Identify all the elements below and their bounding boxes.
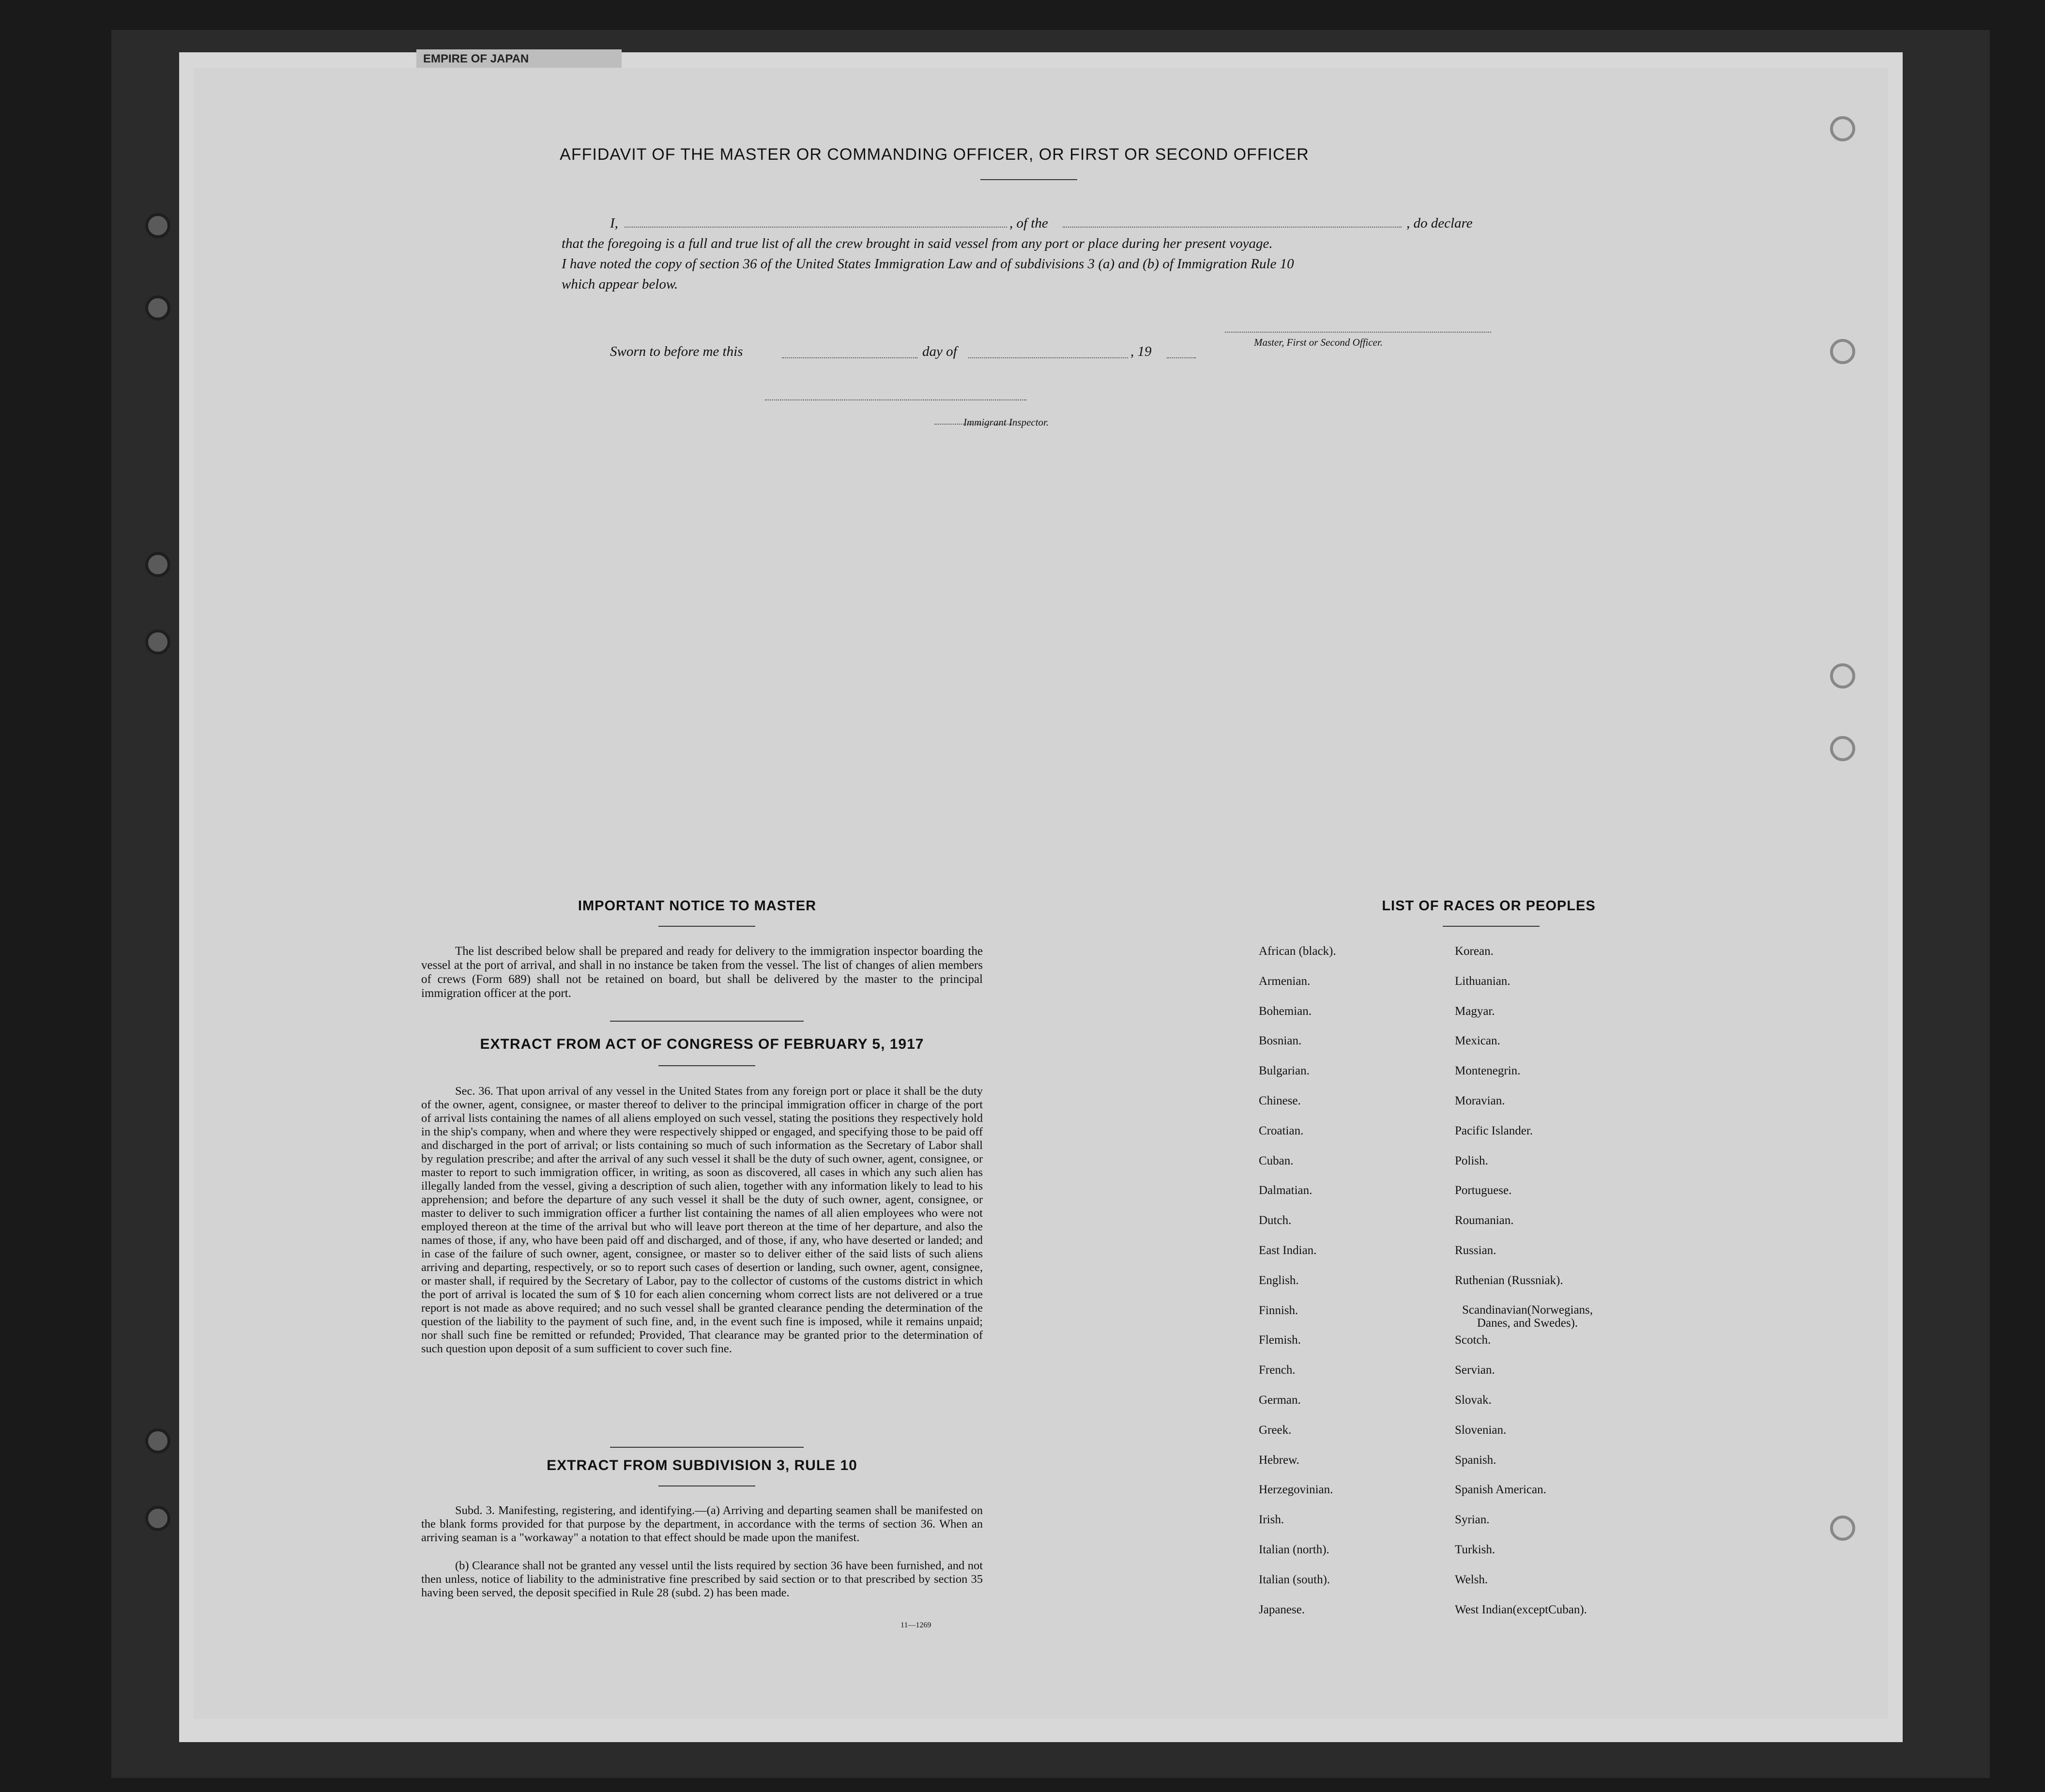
of-the-label: , of the	[1009, 215, 1048, 231]
race-item: Turkish.	[1455, 1543, 1496, 1556]
i-label: I,	[610, 215, 618, 231]
race-item: Korean.	[1455, 945, 1494, 958]
affidavit-line-3: which appear below.	[562, 276, 678, 292]
act-title: EXTRACT FROM ACT OF CONGRESS OF FEBRUARY 5, 1917	[480, 1036, 924, 1052]
sworn-label: Sworn to before me this	[610, 344, 743, 359]
race-item: Slovenian.	[1455, 1423, 1507, 1437]
name-blank[interactable]	[625, 227, 1007, 228]
sworn-month-blank[interactable]	[968, 357, 1128, 358]
race-item: African (black).	[1259, 945, 1336, 958]
race-item: Dalmatian.	[1259, 1184, 1312, 1197]
race-item: Syrian.	[1455, 1513, 1490, 1527]
races-title: LIST OF RACES OR PEOPLES	[1382, 898, 1596, 914]
year-label: , 19	[1130, 344, 1152, 359]
inspector-signature-label: Immigrant Inspector.	[963, 416, 1049, 428]
race-item: Irish.	[1259, 1513, 1284, 1527]
separator	[610, 1021, 804, 1022]
race-item: Roumanian.	[1455, 1214, 1514, 1227]
race-item: West Indian(exceptCuban).	[1455, 1603, 1587, 1616]
affidavit-body	[562, 213, 1496, 294]
race-item: Portuguese.	[1455, 1184, 1512, 1197]
race-item: Bohemian.	[1259, 1004, 1312, 1018]
race-item: English.	[1259, 1273, 1299, 1287]
rule-text-b: (b) Clearance shall not be granted any vessel until the lists required by section 36 have been furnished, and not then unless, notice of liability to the administrative fine prescribed by said section or to that prescribed by section 35 having been served, the deposit specified in Rule 28 (subd. 2) has been made.	[421, 1559, 983, 1599]
binder-hole	[145, 213, 170, 238]
race-item: Armenian.	[1259, 974, 1311, 988]
race-item: Lithuanian.	[1455, 974, 1511, 988]
affidavit-line-2: I have noted the copy of section 36 of the United States Immigration Law and of subdivisions 3 (a) and (b) of Immigration Rule 10	[562, 256, 1294, 272]
act-text: Sec. 36. That upon arrival of any vessel in the United States from any foreign port or place it shall be the duty of the owner, agent, consignee, or master thereof to deliver to the principal immigration officer in charge of the port of arrival lists containing the names of all aliens employed on such vessel, stating the positions they respectively hold in the ship's company, when and where they were respectively shipped or engaged, and specifying those to be paid off and discharged in the port of arrival; or lists containing so much of such information as the Secretary of Labor shall by regulation prescribe; and after the arrival of any such vessel it shall be the duty of such owner, agent, consignee, or master to report to such immigration officer, in writing, as soon as discovered, all cases in which any such alien has illegally landed from the vessel, giving a description of such alien, together with any information likely to lead to his apprehension; and before the departure of any such vessel it shall be the duty of such owner, agent, consignee, or master to deliver to such immigration officer a further list containing the names of all alien employees who were not employed thereon at the time of the arrival but who will leave port thereon at the time of her departure, and also the names of those, if any, who have been paid off and discharged, and of those, if any, who have deserted or landed; and in case of the failure of such owner, agent, consignee, or master so to deliver either of the said lists of such aliens arriving and departing, respectively, or so to report such cases of desertion or landing, such owner, agent, consignee, or master shall, if required by the Secretary of Labor, pay to the collector of customs of the customs district in which the port of arrival is located the sum of $ 10 for each alien concerning whom correct lists are not delivered or a true report is not made as above required; and no such vessel shall be granted clearance pending the determination of the question of the liability to the payment of such fine, and, in the event such fine is imposed, while it remains unpaid; nor shall such fine be remitted or refunded; Provided, That clearance may be granted prior to the determination of such question upon deposit of a sum sufficient to cover such fine.	[421, 1085, 983, 1355]
act-underline	[658, 1065, 755, 1066]
race-item: Greek.	[1259, 1423, 1292, 1437]
race-item: Spanish American.	[1455, 1483, 1546, 1497]
race-item: Bosnian.	[1259, 1034, 1302, 1048]
notice-underline	[658, 926, 755, 927]
header-tab: EMPIRE OF JAPAN	[416, 49, 622, 69]
race-item: Moravian.	[1455, 1094, 1505, 1107]
race-item: Flemish.	[1259, 1333, 1301, 1347]
binder-hole	[145, 552, 170, 577]
form-number: 11—1269	[900, 1621, 931, 1629]
race-item: Herzegovinian.	[1259, 1483, 1333, 1497]
race-item: Japanese.	[1259, 1603, 1305, 1616]
binder-hole	[1830, 663, 1855, 689]
binder-hole	[145, 1428, 170, 1454]
race-item: Italian (north).	[1259, 1543, 1329, 1556]
race-item: Hebrew.	[1259, 1453, 1299, 1467]
day-of-label: day of	[922, 344, 957, 359]
master-signature-line[interactable]	[1225, 332, 1491, 333]
sworn-day-blank[interactable]	[782, 357, 917, 358]
race-item: Pacific Islander.	[1455, 1124, 1533, 1137]
binder-hole	[1830, 1516, 1855, 1541]
race-item: Polish.	[1455, 1154, 1488, 1167]
vessel-blank[interactable]	[1063, 227, 1402, 228]
race-item: Scandinavian(Norwegians, Danes, and Swedes).	[1462, 1303, 1593, 1330]
binder-hole	[1830, 736, 1855, 761]
race-item: Magyar.	[1455, 1004, 1495, 1018]
rule-text-a: Subd. 3. Manifesting, registering, and identifying.—(a) Arriving and departing seamen shall be manifested on the blank forms provided for that purpose by the department, in accordance with the terms of section 36. When an arriving seaman is a "workaway" a notation to that effect should be made upon the manifest.	[421, 1504, 983, 1544]
do-declare-label: , do declare	[1406, 215, 1473, 231]
affidavit-page	[194, 68, 1888, 1719]
race-item: Servian.	[1455, 1363, 1495, 1377]
sworn-line	[610, 344, 1288, 363]
race-item: Slovak.	[1455, 1394, 1492, 1407]
race-item: Spanish.	[1455, 1453, 1496, 1467]
race-item: German.	[1259, 1394, 1301, 1407]
races-underline	[1443, 926, 1540, 927]
binder-hole	[145, 295, 170, 321]
race-item: Cuban.	[1259, 1154, 1294, 1167]
inspector-signature-line[interactable]	[765, 399, 1026, 400]
binder-hole	[145, 629, 170, 655]
binder-hole	[1830, 116, 1855, 141]
notice-text: The list described below shall be prepared and ready for delivery to the immigration inspector boarding the vessel at the port of arrival, and shall in no instance be taken from the vessel. The list of changes of alien members of crews (Form 689) shall not be retained on board, but shall be delivered by the master to the principal immigration officer at the port.	[421, 945, 983, 1000]
race-item: Italian (south).	[1259, 1573, 1330, 1586]
race-item: Montenegrin.	[1455, 1064, 1521, 1078]
race-item: Ruthenian (Russniak).	[1455, 1273, 1563, 1287]
race-item: Chinese.	[1259, 1094, 1301, 1107]
races-column-1	[1259, 944, 1443, 1632]
rule-title: EXTRACT FROM SUBDIVISION 3, RULE 10	[547, 1457, 857, 1473]
race-item: East Indian.	[1259, 1244, 1317, 1257]
race-item: Dutch.	[1259, 1214, 1292, 1227]
race-item: Mexican.	[1455, 1034, 1500, 1048]
race-item: Scotch.	[1455, 1333, 1491, 1347]
race-item: Russian.	[1455, 1244, 1496, 1257]
affidavit-title: AFFIDAVIT OF THE MASTER OR COMMANDING OFFICER, OR FIRST OR SECOND OFFICER	[560, 145, 1309, 164]
binder-hole	[1830, 339, 1855, 364]
affidavit-line-1: that the foregoing is a full and true list of all the crew brought in said vessel from any port or place during her present voyage.	[562, 236, 1273, 251]
separator	[610, 1447, 804, 1448]
notice-title: IMPORTANT NOTICE TO MASTER	[578, 898, 817, 914]
race-item: Croatian.	[1259, 1124, 1304, 1137]
race-item: Finnish.	[1259, 1303, 1298, 1317]
title-underline	[980, 179, 1077, 180]
race-item: Bulgarian.	[1259, 1064, 1310, 1078]
race-item: French.	[1259, 1363, 1296, 1377]
binder-hole	[145, 1506, 170, 1531]
races-column-2	[1455, 944, 1639, 1632]
sworn-year-blank[interactable]	[1167, 357, 1196, 358]
master-signature-label: Master, First or Second Officer.	[1254, 337, 1383, 348]
race-item: Welsh.	[1455, 1573, 1488, 1586]
